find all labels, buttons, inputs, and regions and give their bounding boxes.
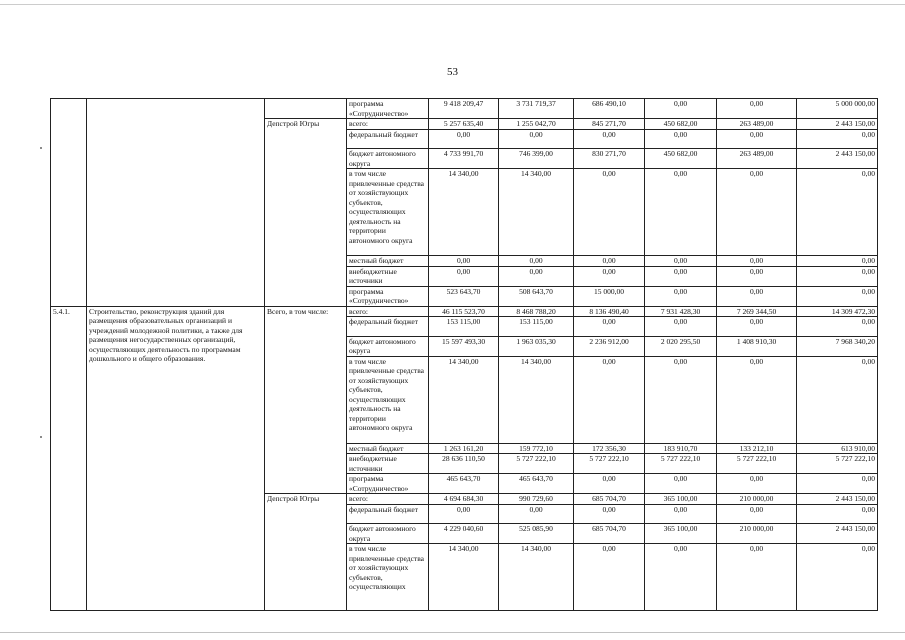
value-cell: 159 772,10 [499, 443, 574, 454]
value-cell: 0,00 [429, 504, 499, 524]
value-cell: 7 931 428,30 [645, 306, 717, 317]
value-cell: 0,00 [717, 169, 797, 256]
table-body [51, 99, 878, 611]
value-cell: 450 682,00 [645, 119, 717, 130]
funding-source-cell: всего: [347, 494, 429, 505]
executor-cell: Депстрой Югры [265, 494, 347, 611]
funding-source-cell: местный бюджет [347, 443, 429, 454]
value-cell: 14 340,00 [499, 169, 574, 256]
value-cell: 5 257 635,40 [429, 119, 499, 130]
value-cell: 0,00 [574, 504, 645, 524]
value-cell: 830 271,70 [574, 149, 645, 169]
funding-source-cell: бюджет автономного округа [347, 336, 429, 356]
value-cell: 14 340,00 [499, 356, 574, 443]
value-cell: 210 000,00 [717, 524, 797, 544]
value-cell: 172 356,30 [574, 443, 645, 454]
value-cell: 685 704,70 [574, 494, 645, 505]
event-name-cell [87, 99, 265, 307]
value-cell: 5 000 000,00 [797, 99, 878, 119]
total-label: Всего, в том числе: [265, 306, 347, 494]
value-cell: 0,00 [797, 286, 878, 306]
funding-source-cell: федеральный бюджет [347, 129, 429, 149]
value-cell: 523 643,70 [429, 286, 499, 306]
value-cell: 263 489,00 [717, 119, 797, 130]
funding-source-cell: федеральный бюджет [347, 317, 429, 337]
funding-source-cell: внебюджетные источники [347, 454, 429, 474]
value-cell: 5 727 222,10 [574, 454, 645, 474]
event-name: Строительство, реконструкция зданий для размещения образовательных организаций и учреждений молодежной политики, а также для размещения негосударственных организаций, осуществляющих деятельность по программам дошкольного и общего образования. [87, 306, 265, 611]
value-cell: 0,00 [717, 317, 797, 337]
value-cell: 4 694 684,30 [429, 494, 499, 505]
value-cell: 0,00 [499, 256, 574, 267]
value-cell: 1 408 910,30 [717, 336, 797, 356]
value-cell: 14 309 472,30 [797, 306, 878, 317]
value-cell: 15 597 493,30 [429, 336, 499, 356]
funding-source-cell: в том числе привлеченные средства от хозяйствующих субъектов, осуществляющих [347, 544, 429, 611]
value-cell: 0,00 [499, 266, 574, 286]
value-cell: 14 340,00 [429, 356, 499, 443]
value-cell: 0,00 [645, 356, 717, 443]
value-cell: 0,00 [797, 169, 878, 256]
value-cell: 686 490,10 [574, 99, 645, 119]
value-cell: 153 115,00 [499, 317, 574, 337]
value-cell: 465 643,70 [429, 474, 499, 494]
value-cell: 2 443 150,00 [797, 494, 878, 505]
value-cell: 0,00 [574, 474, 645, 494]
value-cell: 0,00 [429, 129, 499, 149]
value-cell: 365 100,00 [645, 524, 717, 544]
value-cell: 5 727 222,10 [797, 454, 878, 474]
value-cell: 0,00 [717, 504, 797, 524]
value-cell: 4 229 040,60 [429, 524, 499, 544]
value-cell: 0,00 [645, 169, 717, 256]
value-cell: 5 727 222,10 [645, 454, 717, 474]
value-cell: 2 236 912,00 [574, 336, 645, 356]
value-cell: 0,00 [645, 317, 717, 337]
value-cell: 0,00 [717, 266, 797, 286]
value-cell: 0,00 [574, 129, 645, 149]
value-cell: 7 968 340,20 [797, 336, 878, 356]
value-cell: 685 704,70 [574, 524, 645, 544]
value-cell: 183 910,70 [645, 443, 717, 454]
value-cell: 0,00 [645, 504, 717, 524]
executor-cell [265, 99, 347, 119]
value-cell: 1 255 042,70 [499, 119, 574, 130]
value-cell: 613 910,00 [797, 443, 878, 454]
value-cell: 8 468 788,20 [499, 306, 574, 317]
value-cell: 1 963 035,30 [499, 336, 574, 356]
funding-source-cell: в том числе привлеченные средства от хозяйствующих субъектов, осуществляющих деятельность на территории автономного округа [347, 356, 429, 443]
value-cell: 46 115 523,70 [429, 306, 499, 317]
value-cell: 0,00 [574, 266, 645, 286]
budget-table [50, 98, 878, 611]
value-cell: 845 271,70 [574, 119, 645, 130]
funding-source-cell: программа «Сотрудничество» [347, 99, 429, 119]
value-cell: 0,00 [645, 474, 717, 494]
value-cell: 133 212,10 [717, 443, 797, 454]
funding-source-cell: программа «Сотрудничество» [347, 286, 429, 306]
funding-source-cell: местный бюджет [347, 256, 429, 267]
value-cell: 0,00 [717, 286, 797, 306]
funding-source-cell: федеральный бюджет [347, 504, 429, 524]
value-cell: 525 085,90 [499, 524, 574, 544]
value-cell: 0,00 [499, 129, 574, 149]
value-cell: 2 443 150,00 [797, 524, 878, 544]
value-cell: 0,00 [645, 256, 717, 267]
value-cell: 14 340,00 [429, 169, 499, 256]
funding-source-cell: всего: [347, 119, 429, 130]
value-cell: 0,00 [797, 129, 878, 149]
value-cell: 0,00 [645, 129, 717, 149]
value-cell: 465 643,70 [499, 474, 574, 494]
value-cell: 0,00 [797, 504, 878, 524]
value-cell: 0,00 [429, 256, 499, 267]
value-cell: 0,00 [645, 544, 717, 611]
value-cell: 0,00 [574, 169, 645, 256]
executor-cell: Депстрой Югры [265, 119, 347, 307]
value-cell: 8 136 490,40 [574, 306, 645, 317]
value-cell: 0,00 [797, 356, 878, 443]
value-cell: 0,00 [717, 474, 797, 494]
value-cell: 0,00 [645, 266, 717, 286]
value-cell: 5 727 222,10 [717, 454, 797, 474]
value-cell: 0,00 [797, 544, 878, 611]
value-cell: 9 418 209,47 [429, 99, 499, 119]
value-cell: 14 340,00 [499, 544, 574, 611]
value-cell: 3 731 719,37 [499, 99, 574, 119]
value-cell: 0,00 [797, 317, 878, 337]
value-cell: 14 340,00 [429, 544, 499, 611]
num-cell [51, 99, 87, 307]
value-cell: 0,00 [645, 286, 717, 306]
value-cell: 263 489,00 [717, 149, 797, 169]
value-cell: 0,00 [574, 256, 645, 267]
value-cell: 0,00 [574, 356, 645, 443]
value-cell: 0,00 [574, 544, 645, 611]
funding-source-cell: программа «Сотрудничество» [347, 474, 429, 494]
value-cell: 15 000,00 [574, 286, 645, 306]
value-cell: 5 727 222,10 [499, 454, 574, 474]
value-cell: 0,00 [797, 256, 878, 267]
value-cell: 2 443 150,00 [797, 119, 878, 130]
value-cell: 0,00 [797, 474, 878, 494]
value-cell: 450 682,00 [645, 149, 717, 169]
value-cell: 7 269 344,50 [717, 306, 797, 317]
value-cell: 0,00 [717, 256, 797, 267]
value-cell: 0,00 [645, 99, 717, 119]
value-cell: 0,00 [717, 129, 797, 149]
funding-source-cell: всего: [347, 306, 429, 317]
value-cell: 210 000,00 [717, 494, 797, 505]
value-cell: 28 636 110,50 [429, 454, 499, 474]
value-cell: 0,00 [717, 99, 797, 119]
funding-source-cell: бюджет автономного округа [347, 149, 429, 169]
funding-source-cell: бюджет автономного округа [347, 524, 429, 544]
value-cell: 2 443 150,00 [797, 149, 878, 169]
value-cell: 746 399,00 [499, 149, 574, 169]
value-cell: 365 100,00 [645, 494, 717, 505]
value-cell: 0,00 [429, 266, 499, 286]
value-cell: 4 733 991,70 [429, 149, 499, 169]
value-cell: 0,00 [574, 317, 645, 337]
event-number: 5.4.1. [51, 306, 87, 611]
value-cell: 0,00 [717, 356, 797, 443]
table-row [51, 306, 878, 317]
value-cell: 2 020 295,50 [645, 336, 717, 356]
value-cell: 508 643,70 [499, 286, 574, 306]
page-number: 53 [447, 66, 458, 78]
value-cell: 153 115,00 [429, 317, 499, 337]
funding-source-cell: в том числе привлеченные средства от хозяйствующих субъектов, осуществляющих деятельность на территории автономного округа [347, 169, 429, 256]
value-cell: 0,00 [797, 266, 878, 286]
value-cell: 0,00 [499, 504, 574, 524]
value-cell: 990 729,60 [499, 494, 574, 505]
value-cell: 1 263 161,20 [429, 443, 499, 454]
funding-source-cell: внебюджетные источники [347, 266, 429, 286]
value-cell: 0,00 [717, 544, 797, 611]
table-row [51, 99, 878, 119]
